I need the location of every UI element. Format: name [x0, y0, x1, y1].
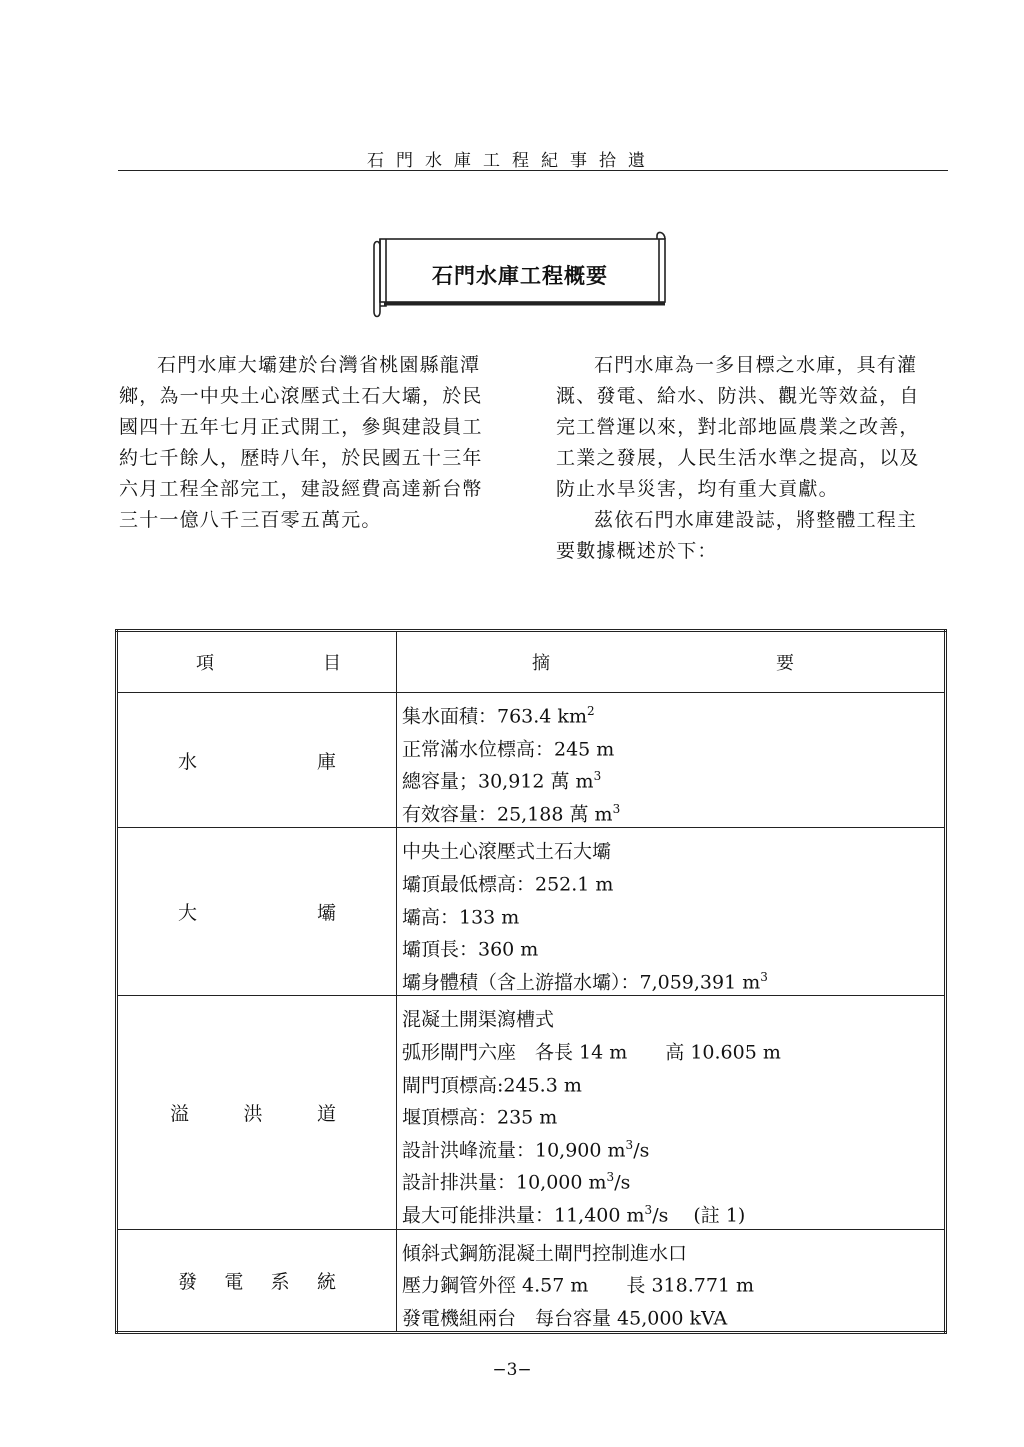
summary-line: 發電機組兩台 每台容量 45,000 kVA	[402, 1307, 728, 1330]
intro-left-column	[119, 350, 499, 536]
item-char: 電	[224, 1270, 244, 1293]
intro-right-paragraph-2: 茲依石門水庫建設誌，將整體工程主要數據概述於下：	[556, 509, 918, 562]
header-summary-char: 摘	[532, 653, 550, 674]
summary-line: 壩頂長：360 m	[402, 938, 539, 961]
summary-line: 設計洪峰流量：10,900 $m^3/s$	[402, 1137, 650, 1162]
item-char: 發	[178, 1270, 198, 1293]
intro-left-paragraph: 石門水庫大壩建於台灣省桃園縣龍潭鄉，為一中央土心滾壓式土石大壩，於民國四十五年七月正式開工，參與建設員工約七千餘人，歷時八年，於民國五十三年六月工程全部完工，建設經費高達新台幣三十一億八千三百零五萬元。	[119, 354, 483, 531]
summary-cell	[397, 1229, 946, 1333]
summary-cell	[397, 693, 946, 828]
summary-line: 傾斜式鋼筋混凝土閘門控制進水口	[402, 1241, 688, 1264]
summary-line: 設計排洪量：10,000 $m^3/s$	[402, 1170, 631, 1194]
header-item	[117, 631, 397, 693]
item-cell	[117, 693, 397, 828]
header-summary	[397, 631, 946, 693]
summary-line: 中央土心滾壓式土石大壩	[402, 840, 612, 863]
summary-table	[115, 629, 947, 1334]
summary-line: 總容量；30,912 萬 $m^3$	[402, 769, 602, 793]
item-char: 洪	[243, 1102, 263, 1125]
item-cell	[117, 996, 397, 1229]
summary-line: 弧形閘門六座 各長 14 m 高 10.605 m	[402, 1041, 781, 1064]
item-char: 大	[178, 902, 198, 925]
intro-right-column	[556, 350, 928, 567]
header-rule	[118, 170, 948, 171]
summary-cell	[397, 828, 946, 996]
summary-line: 有效容量：25,188 萬 $m^3$	[402, 801, 621, 826]
table-row	[117, 996, 946, 1229]
summary-line: 壩身體積（含上游擋水壩）：7,059,391 $m^3$	[402, 969, 768, 994]
item-char: 統	[316, 1270, 336, 1293]
item-cell	[117, 828, 397, 996]
item-char: 溢	[170, 1102, 190, 1125]
summary-cell	[397, 996, 946, 1229]
summary-line: 壩頂最低標高：252.1 m	[402, 873, 614, 896]
table-row	[117, 1229, 946, 1333]
header-item-char: 目	[323, 653, 341, 674]
summary-line: 集水面積：763.4 $km^2$	[402, 704, 595, 728]
summary-line: 壩高：133 m	[402, 905, 520, 928]
header-summary-char: 要	[776, 653, 794, 674]
item-char: 庫	[316, 750, 336, 773]
summary-line: 混凝土開渠瀉槽式	[402, 1008, 555, 1031]
table-header-row	[117, 631, 946, 693]
item-char: 系	[270, 1270, 290, 1293]
scroll-banner	[370, 226, 672, 318]
summary-line: 正常滿水位標高：245 m	[402, 737, 615, 760]
page-number: −3−	[492, 1360, 532, 1380]
item-char: 壩	[316, 902, 336, 925]
summary-line: 堰頂標高：235 m	[402, 1106, 558, 1129]
intro-right-paragraph-1: 石門水庫為一多目標之水庫，具有灌溉、發電、給水、防洪、觀光等效益，自完工營運以來，對北部地區農業之改善，工業之發展，人民生活水準之提高，以及防止水旱災害，均有重大貢獻。	[556, 354, 920, 500]
header-item-char: 項	[196, 653, 214, 674]
summary-line: 壓力鋼管外徑 4.57 m 長 318.771 m	[402, 1274, 755, 1297]
banner-title: 石門水庫工程概要	[432, 263, 608, 288]
table-row	[117, 693, 946, 828]
summary-line: 最大可能排洪量：11,400 $m^3/s$ (註 1)	[402, 1202, 746, 1227]
item-cell	[117, 1229, 397, 1333]
item-char: 水	[178, 750, 198, 773]
running-header: 石門水庫工程紀事拾遺	[367, 151, 657, 171]
table-row	[117, 828, 946, 996]
item-char: 道	[316, 1102, 336, 1125]
summary-line: 閘門頂標高:245.3 m	[402, 1073, 582, 1096]
